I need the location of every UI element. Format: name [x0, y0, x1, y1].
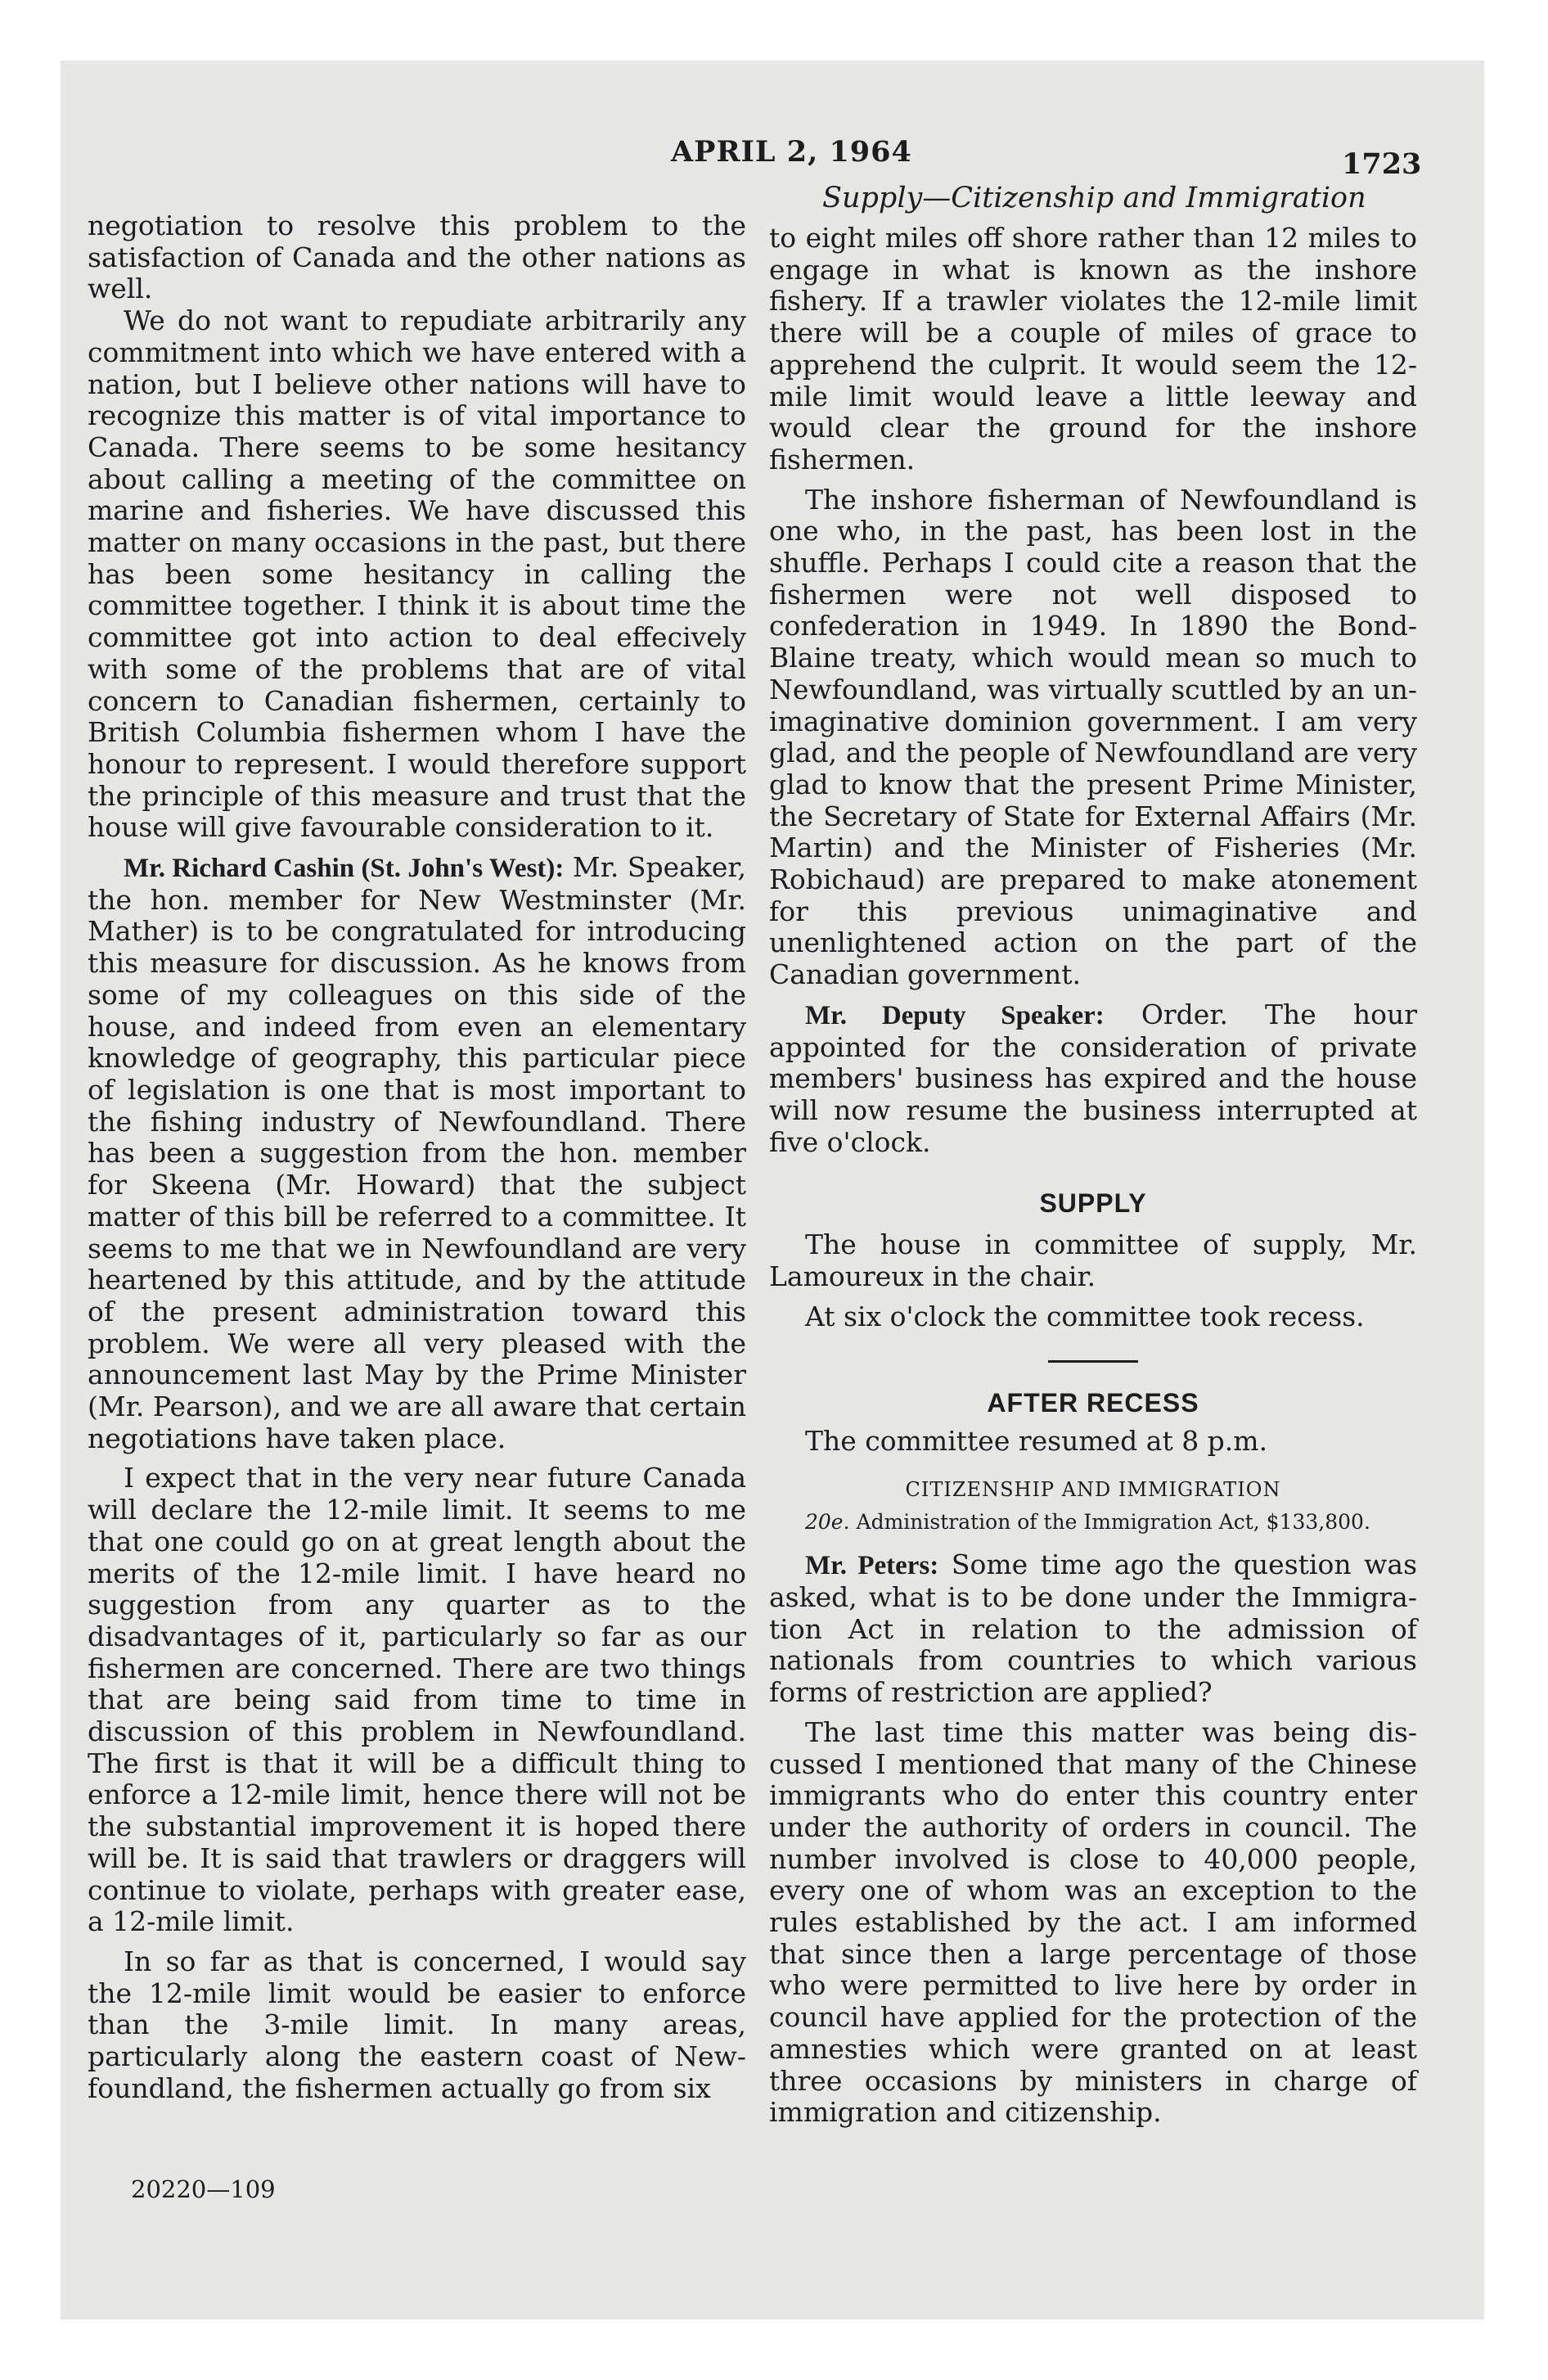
left-column — [88, 210, 746, 2104]
right-column — [769, 223, 1417, 2129]
speaker-name: Mr. Deputy Speaker: — [805, 1000, 1105, 1030]
speech-paragraph — [769, 1549, 1417, 1709]
running-title: Supply—Citizenship and Immigration — [822, 182, 1366, 214]
speaker-name: Mr. Peters: — [805, 1551, 939, 1581]
speech-text: Mr. Speaker, the hon. member for New Westminster (Mr. Mather) is to be congratulated for introducing this measure for discussion. As he knows from some of my colleagues on this side of the house, and indeed from even an elementary knowledge of geography, this particular piece of legislation is one that is most important to the fishing industry of Newfoundland. There has been a suggestion from the hon. member for Skeena (Mr. Howard) that the subject matter of this bill be referred to a committee. It seems to me that we in Newfoundland are very heartened by this attitude, and by the attitude of the present administration toward this problem. We were all very pleased with the announcement last May by the Prime Minister (Mr. Pearson), and we are all aware that certain negotiations have taken place. — [88, 851, 746, 1454]
section-heading-after-recess: AFTER RECESS — [987, 1388, 1199, 1418]
section-divider — [1048, 1360, 1138, 1363]
vote-text: Administration of the Immigration Act, $133,800. — [856, 1510, 1370, 1535]
speech-text: Order. The hour appointed for the consideration of private members' business has expired and the house will now resume the business interrupted at five o'clock. — [769, 998, 1417, 1158]
header-date: APRIL 2, 1964 — [671, 135, 912, 169]
paragraph: The committee resumed at 8 p.m. — [805, 1424, 1268, 1457]
speaker-name: Mr. Richard Cashin (St. John's West): — [124, 854, 565, 884]
paragraph: The house in committee of supply, Mr. Lamoureux in the chair. — [769, 1228, 1417, 1292]
paragraph: At six o'clock the committee took recess. — [805, 1300, 1365, 1332]
paragraph: In so far as that is concerned, I would say the 12-mile limit would be easier to enforce than the 3-mile limit. In many areas, particularly along the eastern coast of Newfoundland, the fishermen actually go from six — [88, 1945, 746, 2104]
paragraph: to eight miles off shore rather than 12 miles to engage in what is known as the inshore fishery. If a trawler violates the 12-mile limit there will be a couple of miles of grace to apprehend the culprit. It would seem the 12-mile limit would leave a little leeway and would clear the ground for the inshore fishermen. — [769, 222, 1417, 476]
section-heading-citizenship: CITIZENSHIP AND IMMIGRATION — [905, 1477, 1281, 1501]
speech-paragraph — [88, 852, 746, 1454]
paragraph: I expect that in the very near future Canada will declare the 12-mile limit. It seems to me that one could go on at great length about the merits of the 12-mile limit. I have heard no suggestion from any quarter as to the disadvantages of it, particularly so far as our fishermen are concerned. There are two things that are being said from time to time in discussion of this problem in Newfoundland. The first is that it will be a difficult thing to enforce a 12-mile limit, hence there will not be the substantial improvement it is hoped there will be. It is said that trawlers or draggers will continue to violate, perhaps with greater ease, a 12-mile limit. — [88, 1462, 746, 1938]
page-number: 1723 — [1342, 147, 1422, 181]
vote-item — [769, 1510, 1417, 1535]
paragraph: The inshore fisherman of Newfoundland is one who, in the past, has been lost in the shuffle. Perhaps I could cite a reason that the fishermen were not well disposed to confederation in 1949. In 1890 the Bond-Blaine treaty, which would mean so much to Newfoundland, was virtually scuttled by an unimaginative dominion government. I am very glad, and the people of Newfoundland are very glad to know that the present Prime Minister, the Secretary of State for External Affairs (Mr. Martin) and the Minister of Fisheries (Mr. Robichaud) are prepared to make atonement for this previous unimaginative and unenlightened action on the part of the Canadian government. — [769, 483, 1417, 991]
paragraph: negotiation to resolve this problem to the satisfaction of Canada and the other nations as well. — [88, 210, 746, 305]
speech-paragraph — [769, 999, 1417, 1159]
speech-text: Some time ago the question was asked, what is to be done under the Immigration Act in relation to the admission of nationals from countries to which various forms of restriction are applied? — [769, 1548, 1417, 1709]
printing-code: 20220—109 — [131, 2175, 276, 2203]
section-heading-supply: SUPPLY — [1039, 1188, 1147, 1219]
paragraph: We do not want to repudiate arbitrarily any commitment into which we have entered with a nation, but I believe other nations will have to recognize this matter is of vital importance to Canada. There seems to be some hesitancy about calling a meeting of the committee on marine and fisheries. We have discussed this matter on many occasions in the past, but there has been some hesitancy in calling the committee together. I think it is about time the committee got into action to deal effecively with some of the problems that are of vital concern to Canadian fishermen, certainly to British Columbia fishermen whom I have the honour to represent. I would therefore support the principle of this measure and trust that the house will give favourable consideration to it. — [88, 304, 746, 844]
paragraph: The last time this matter was being discussed I mentioned that many of the Chinese immigrants who do enter this country enter under the authority of orders in council. The number involved is close to 40,000 people, every one of whom was an exception to the rules established by the act. I am informed that since then a large percentage of those who were permitted to live here by order in council have applied for the protection of the amnesties which were granted on at least three occasions by ministers in charge of immigration and citizenship. — [769, 1715, 1417, 2129]
vote-number: 20e. — [805, 1510, 850, 1535]
